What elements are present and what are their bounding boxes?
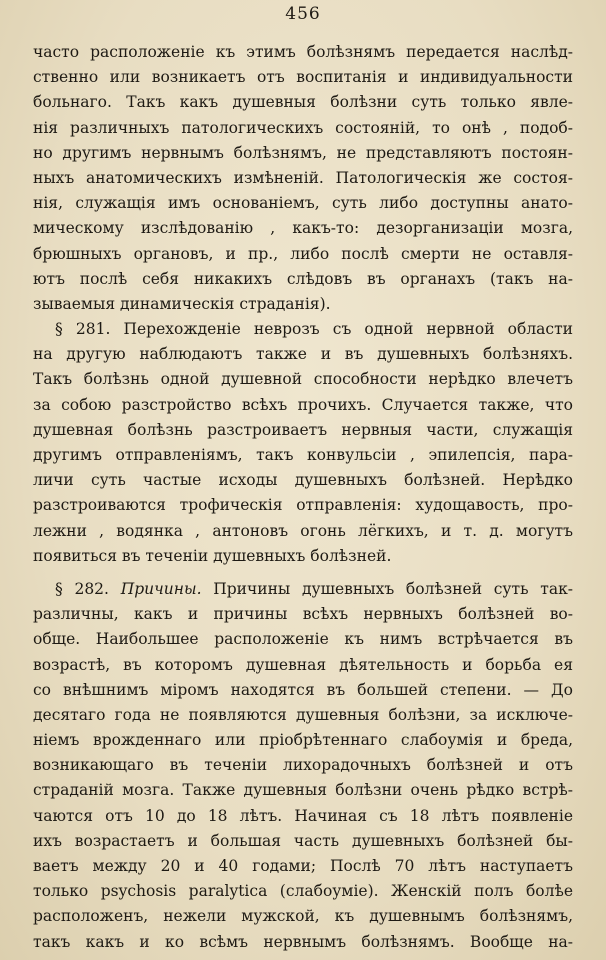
- paragraph-281: [33, 317, 573, 569]
- text-line: чаются отъ 10 до 18 лѣтъ. Начиная съ 18 лѣтъ появленіе: [33, 806, 573, 825]
- text-line: личи суть частые исходы душевныхъ болѣзней. Нерѣдко: [33, 471, 573, 490]
- text-line: обще. Наибольшее расположеніе къ нимъ встрѣчается въ: [33, 630, 573, 649]
- text-line: десятаго года не появляются душевныя болѣзни, за исключе-: [33, 705, 573, 724]
- text-line: но другимъ нервнымъ болѣзнямъ, не представляютъ постоян-: [33, 143, 573, 162]
- page-number: 456: [285, 4, 321, 24]
- text-line: ніемъ врожденнаго или пріобрѣтеннаго слабоумія и бреда,: [33, 731, 573, 750]
- text-fragment: Причины душевныхъ болѣзней суть так-: [213, 579, 573, 598]
- text-line: зываемыя динамическія страданія).: [33, 294, 331, 313]
- text-line: брюшныхъ органовъ, и пр., либо послѣ смерти не оставля-: [33, 244, 573, 263]
- text-line: различны, какъ и причины всѣхъ нервныхъ болѣзней во-: [33, 605, 573, 624]
- text-line: больнаго. Такъ какъ душевныя болѣзни суть только явле-: [33, 93, 573, 112]
- text-line: Такъ болѣзнь одной душевной способности нерѣдко влечетъ: [33, 370, 573, 389]
- text-line: другимъ отправленіямъ, такъ конвульсіи , эпилепсія, пара-: [33, 446, 573, 464]
- paragraph-gap: [33, 569, 573, 577]
- text-line: душевная болѣзнь разстроиваетъ нервныя части, служащія: [33, 420, 573, 439]
- paragraph-282: [33, 577, 573, 955]
- text-line: ственно или возникаетъ отъ воспитанія и индивидуальности: [33, 68, 573, 87]
- text-line: возрастѣ, въ которомъ душевная дѣятельность и борьба ея: [33, 655, 573, 674]
- text-line: возникающаго въ теченіи лихорадочныхъ болѣзней и отъ: [33, 756, 573, 775]
- text-line: нія, служащія имъ основаніемъ, суть либо доступны анато-: [33, 194, 573, 213]
- text-line: мическому изслѣдованію , какъ-то: дезорганизаціи мозга,: [33, 219, 573, 238]
- section-heading: Причины.: [120, 579, 202, 598]
- body-text: [33, 40, 573, 955]
- text-line: страданій мозга. Также душевныя болѣзни очень рѣдко встрѣ-: [33, 781, 573, 800]
- text-line: § 281. Перехожденіе неврозъ съ одной нервной области: [55, 320, 573, 339]
- text-line: за собою разстройство всѣхъ прочихъ. Случается также, что: [33, 395, 573, 414]
- text-line: ютъ послѣ себя никакихъ слѣдовъ въ органахъ (такъ на-: [33, 269, 573, 288]
- text-line: разстроиваются трофическія отправленія: худощавость, про-: [33, 496, 573, 515]
- text-line: лежни , водянка , антоновъ огонь лёгкихъ, и т. д. могутъ: [33, 521, 573, 540]
- text-line: ихъ возрастаетъ и большая часть душевныхъ болѣзней бы-: [33, 831, 573, 850]
- text-line: появиться въ теченіи душевныхъ болѣзней.: [33, 546, 392, 565]
- text-line: со внѣшнимъ міромъ находятся въ большей степени. — До: [33, 680, 573, 699]
- text-line: ныхъ анатомическихъ измѣненій. Патологическія же состоя-: [33, 168, 573, 187]
- text-line: такъ какъ и ко всѣмъ нервнымъ болѣзнямъ. Вообще на-: [33, 932, 573, 951]
- text-line: часто расположеніе къ этимъ болѣзнямъ передается наслѣд-: [33, 43, 573, 61]
- text-line: ваетъ между 20 и 40 годами; Послѣ 70 лѣтъ наступаетъ: [33, 857, 573, 875]
- section-number: § 282.: [55, 579, 109, 598]
- text-line: [33, 577, 573, 602]
- text-line: расположенъ, нежели мужской, къ душевнымъ болѣзнямъ,: [33, 907, 573, 926]
- text-line: на другую наблюдаютъ также и въ душевныхъ болѣзняхъ.: [33, 345, 573, 364]
- text-line: нія различныхъ патологическихъ состояній, то онѣ , подоб-: [33, 118, 573, 137]
- paragraph-1: [33, 40, 573, 317]
- text-line: только psychosis paralytica (слабоуміе). Женскій полъ болѣе: [33, 882, 573, 901]
